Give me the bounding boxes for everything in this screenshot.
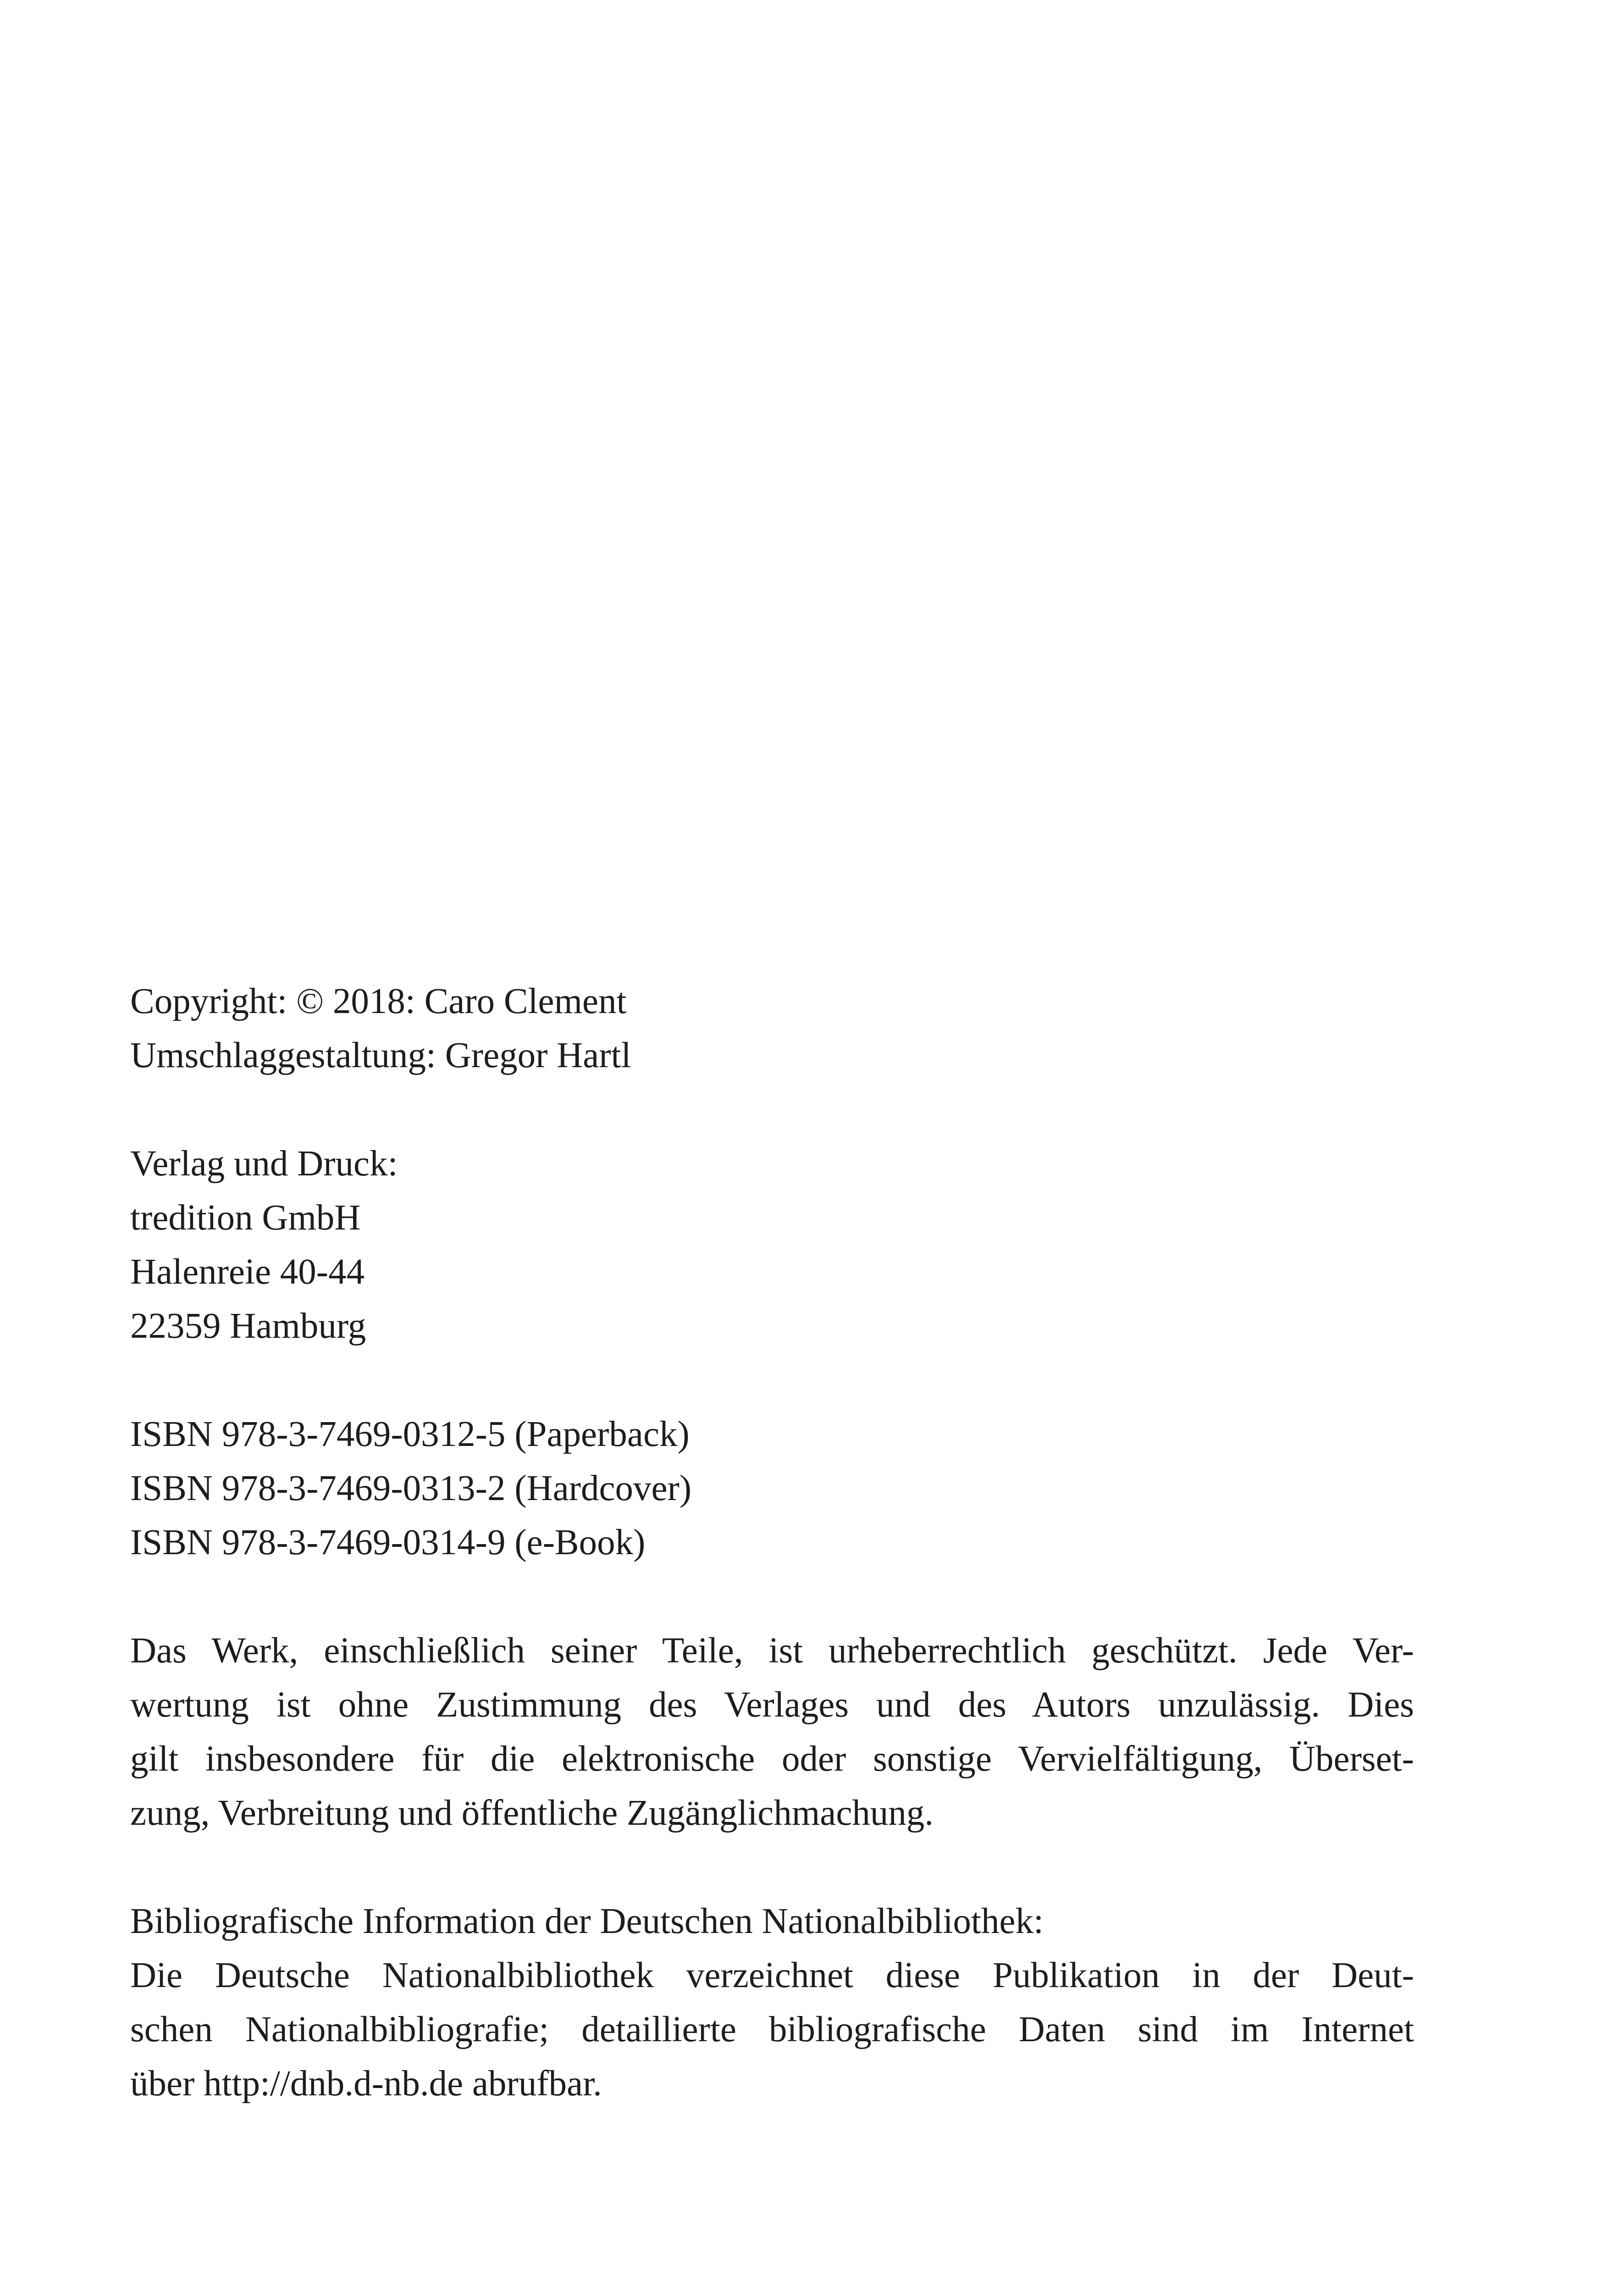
dnb-notice [130, 1894, 1414, 2111]
copyright-block [130, 975, 1414, 1083]
dnb-line: schen Nationalbibliografie; detaillierte bibliografische Daten sind im Internet [130, 2010, 1414, 2049]
dnb-heading: Bibliografische Information der Deutschen Nationalbibliothek: [130, 1901, 1044, 1941]
isbn-hardcover: ISBN 978-3-7469-0313-2 (Hardcover) [130, 1468, 692, 1508]
isbn-block [130, 1407, 1414, 1570]
rights-line: wertung ist ohne Zustimmung des Verlages und des Autors unzulässig. Dies [130, 1685, 1414, 1725]
publisher-city: 22359 Hamburg [130, 1306, 366, 1346]
cover-design-line: Umschlaggestaltung: Gregor Hartl [130, 1036, 631, 1075]
dnb-line: über http://dnb.d-nb.de abrufbar. [130, 2064, 602, 2104]
publisher-street: Halenreie 40-44 [130, 1252, 365, 1292]
rights-line: gilt insbesondere für die elektronische oder sonstige Vervielfältigung, Überset- [130, 1739, 1414, 1779]
publisher-block [130, 1137, 1414, 1353]
imprint-content [130, 975, 1414, 2165]
publisher-name: tredition GmbH [130, 1198, 361, 1238]
rights-notice [130, 1624, 1414, 1840]
publisher-heading: Verlag und Druck: [130, 1144, 398, 1184]
dnb-line: Die Deutsche Nationalbibliothek verzeichnet diese Publikation in der Deut- [130, 1955, 1414, 1995]
isbn-ebook: ISBN 978-3-7469-0314-9 (e-Book) [130, 1523, 646, 1562]
rights-line: Das Werk, einschließlich seiner Teile, ist urheberrechtlich geschützt. Jede Ver- [130, 1631, 1414, 1671]
isbn-paperback: ISBN 978-3-7469-0312-5 (Paperback) [130, 1414, 690, 1454]
copyright-line: Copyright: © 2018: Caro Clement [130, 981, 627, 1021]
rights-line: zung, Verbreitung und öffentliche Zugänglichmachung. [130, 1793, 934, 1833]
